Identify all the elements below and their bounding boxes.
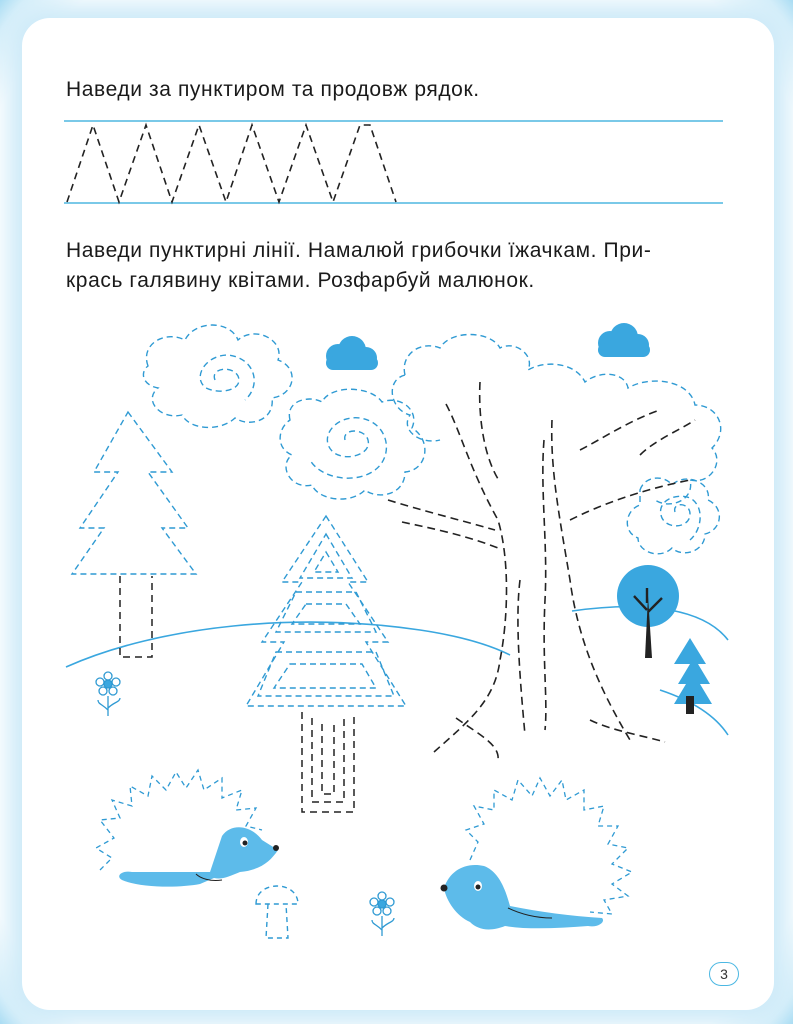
task-instruction-2: Наведи пунктирні лінії. Намалюй грибочки їжачкам. При- крась галявину квітами. Розфарбуй малюнок. [66, 239, 652, 292]
blue-cloud-2 [598, 323, 650, 357]
flower-bottom [370, 892, 394, 936]
dashed-mushroom [256, 886, 298, 938]
dashed-fir-tree-left [72, 412, 196, 574]
blue-small-fir [674, 638, 712, 714]
writing-line [64, 121, 723, 203]
blue-cloud-1 [326, 336, 378, 370]
dashed-cloud-1 [143, 325, 292, 427]
blue-round-tree [617, 565, 679, 658]
zigzag-pattern [67, 125, 396, 202]
page-number: 3 [709, 962, 739, 986]
task-instruction-1: Наведи за пунктиром та продовж рядок. [66, 78, 480, 101]
dashed-cloud-2 [280, 389, 425, 499]
dashed-foliage-large [392, 335, 720, 504]
flower-left [96, 672, 120, 716]
dashed-trunk-center [302, 712, 354, 812]
hedgehog-right [441, 778, 633, 929]
dashed-fir-tree-center [246, 516, 406, 706]
hedgehog-left [96, 770, 279, 887]
dashed-cloud-3 [627, 478, 719, 554]
dashed-trunk-left [120, 576, 152, 657]
ground-hills [66, 607, 728, 735]
